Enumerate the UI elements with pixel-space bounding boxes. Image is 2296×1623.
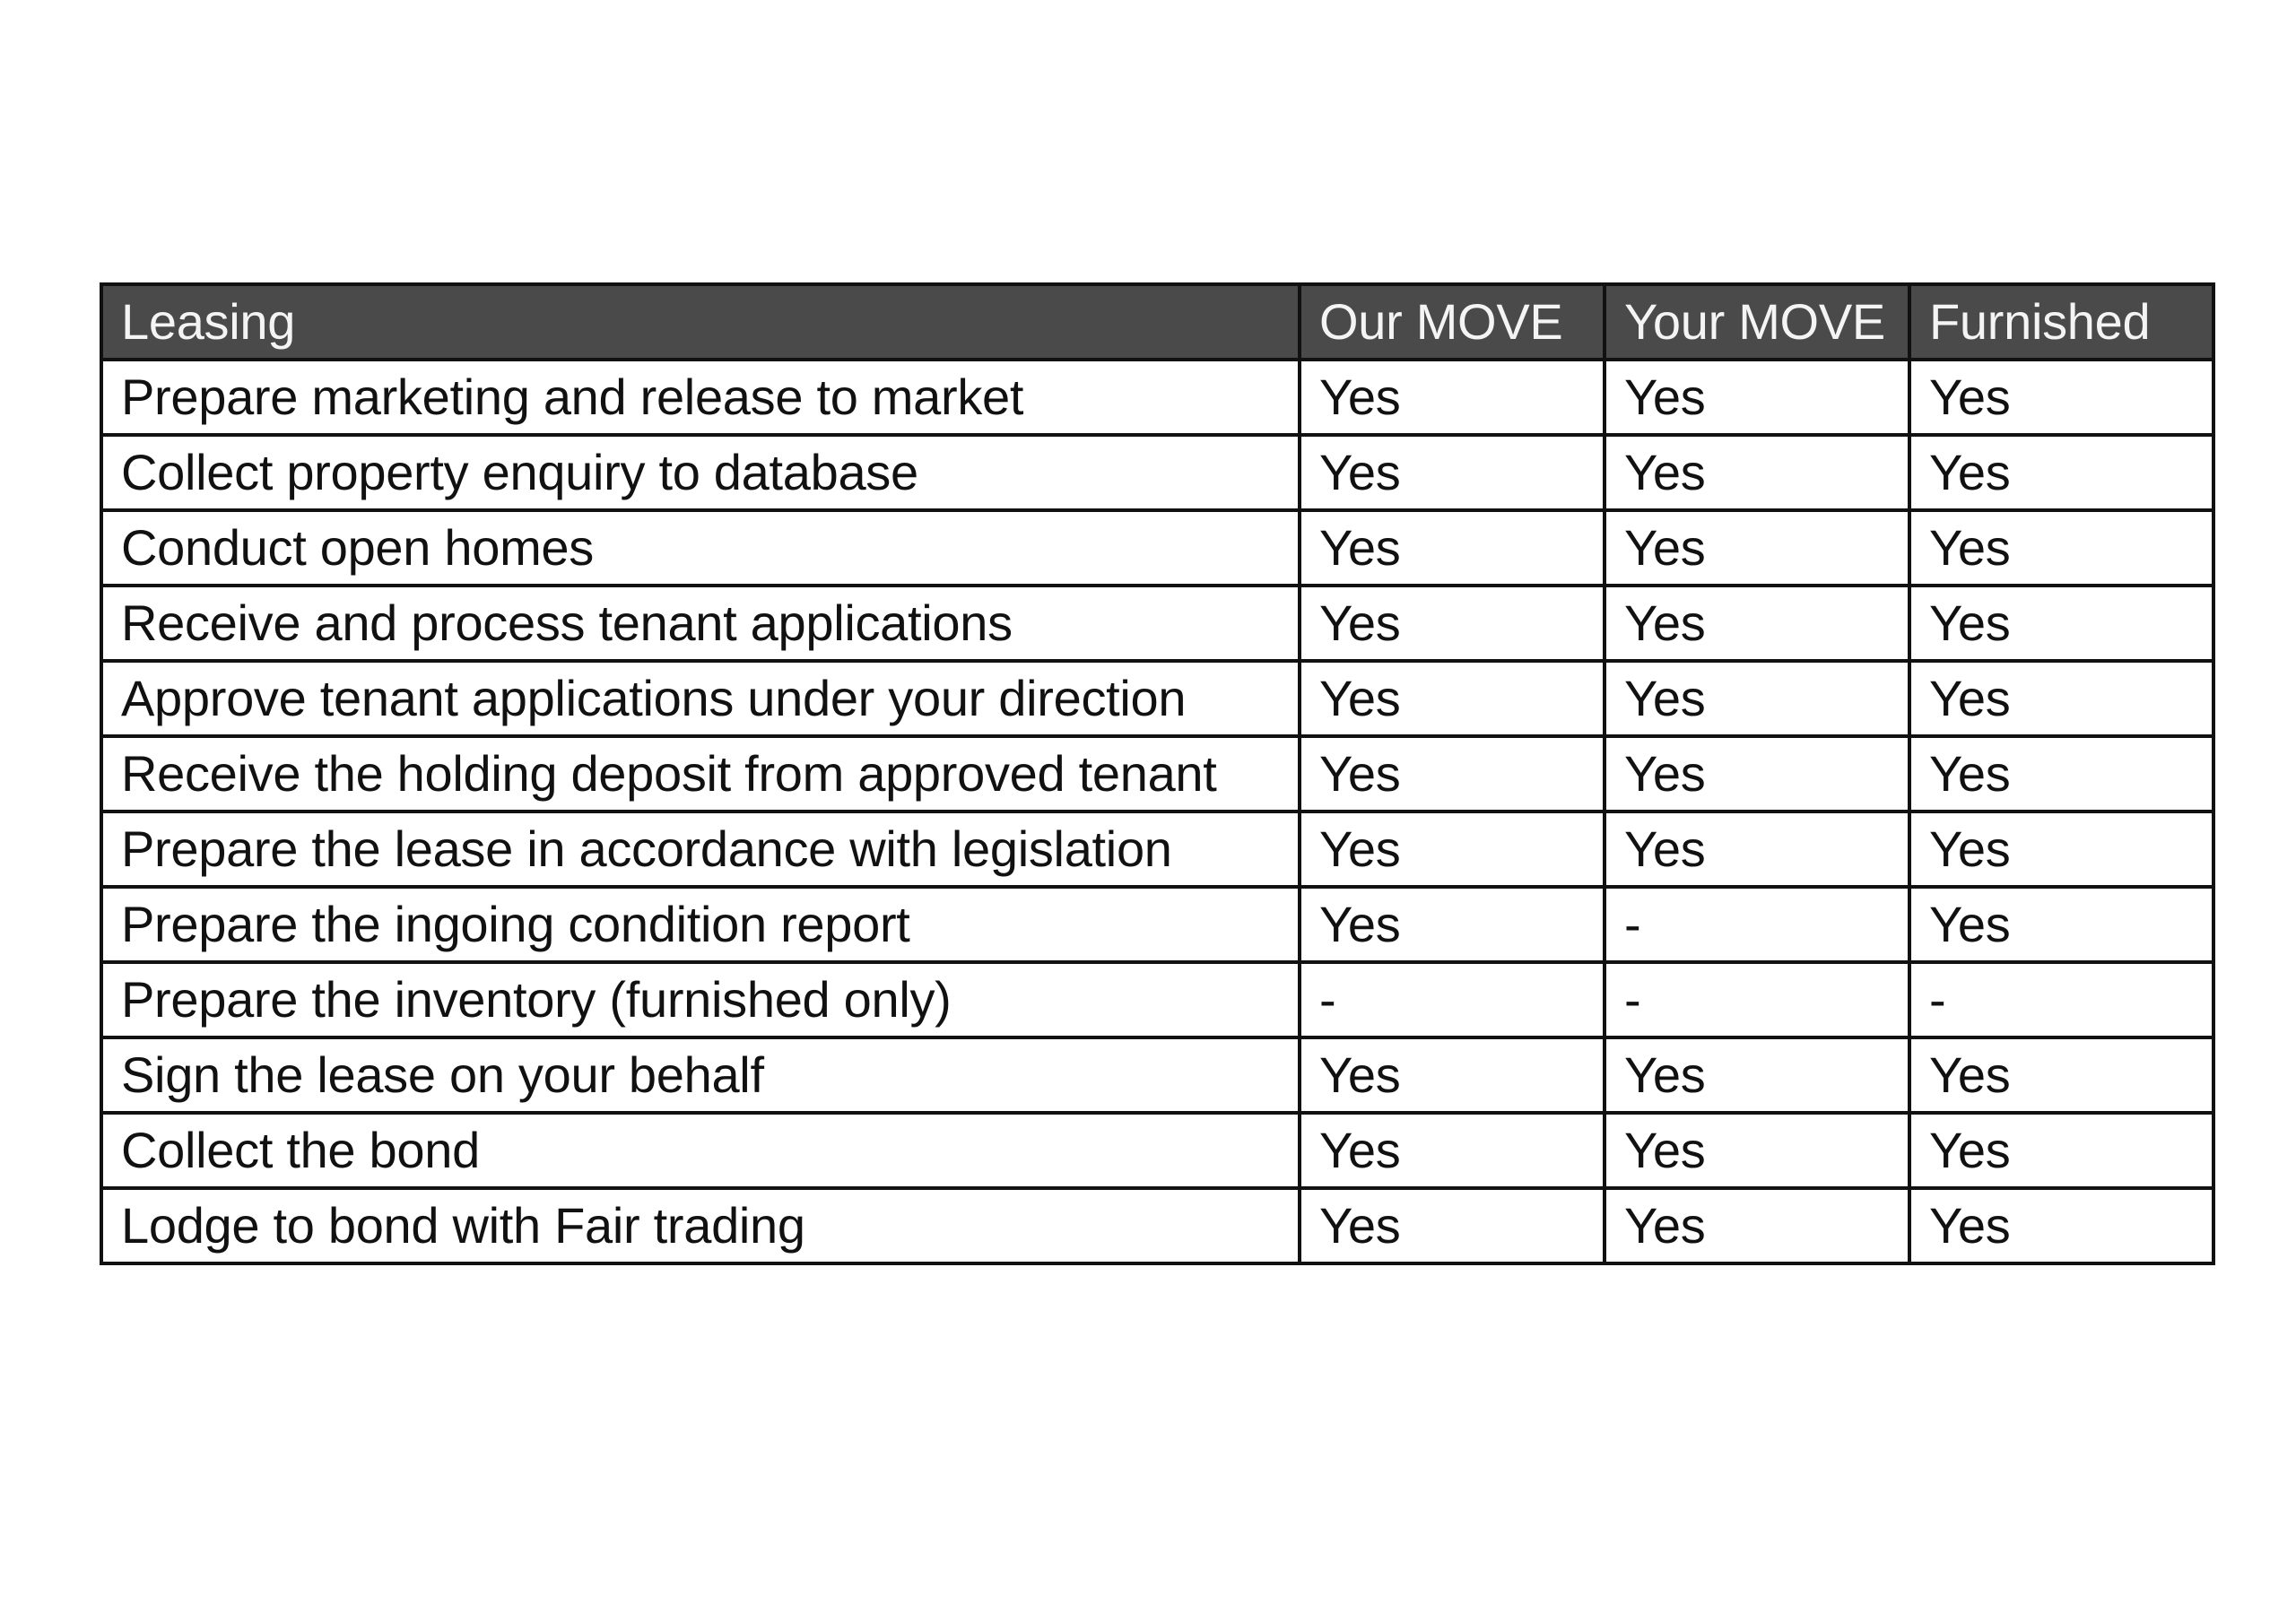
column-header-your-move: Your MOVE [1605,284,1909,360]
your-move-cell: Yes [1605,510,1909,586]
table-row [101,962,2213,1037]
our-move-cell: Yes [1300,1188,1605,1263]
furnished-cell: - [1909,962,2213,1037]
table-body [101,360,2213,1263]
column-header-furnished: Furnished [1909,284,2213,360]
your-move-cell: Yes [1605,586,1909,661]
your-move-cell: - [1605,887,1909,962]
your-move-cell: Yes [1605,360,1909,435]
service-cell: Prepare marketing and release to market [101,360,1300,435]
furnished-cell: Yes [1909,586,2213,661]
table-row [101,812,2213,887]
our-move-cell: Yes [1300,1037,1605,1113]
your-move-cell: Yes [1605,1188,1909,1263]
furnished-cell: Yes [1909,812,2213,887]
table-row [101,360,2213,435]
service-cell: Approve tenant applications under your direction [101,661,1300,736]
service-cell: Prepare the ingoing condition report [101,887,1300,962]
service-cell: Receive the holding deposit from approved tenant [101,736,1300,812]
furnished-cell: Yes [1909,1113,2213,1188]
table-row [101,1188,2213,1263]
our-move-cell: Yes [1300,736,1605,812]
table-row [101,736,2213,812]
table-row [101,435,2213,510]
our-move-cell: Yes [1300,812,1605,887]
your-move-cell: Yes [1605,435,1909,510]
your-move-cell: Yes [1605,661,1909,736]
service-cell: Receive and process tenant applications [101,586,1300,661]
our-move-cell: - [1300,962,1605,1037]
table-row [101,510,2213,586]
your-move-cell: - [1605,962,1909,1037]
our-move-cell: Yes [1300,510,1605,586]
service-cell: Prepare the lease in accordance with legislation [101,812,1300,887]
furnished-cell: Yes [1909,887,2213,962]
service-cell: Collect property enquiry to database [101,435,1300,510]
furnished-cell: Yes [1909,1037,2213,1113]
furnished-cell: Yes [1909,360,2213,435]
column-header-our-move: Our MOVE [1300,284,1605,360]
your-move-cell: Yes [1605,812,1909,887]
furnished-cell: Yes [1909,1188,2213,1263]
our-move-cell: Yes [1300,887,1605,962]
table-row [101,586,2213,661]
service-cell: Lodge to bond with Fair trading [101,1188,1300,1263]
furnished-cell: Yes [1909,510,2213,586]
furnished-cell: Yes [1909,435,2213,510]
furnished-cell: Yes [1909,661,2213,736]
column-header-leasing: Leasing [101,284,1300,360]
header-row [101,284,2213,360]
service-cell: Collect the bond [101,1113,1300,1188]
our-move-cell: Yes [1300,586,1605,661]
your-move-cell: Yes [1605,736,1909,812]
our-move-cell: Yes [1300,1113,1605,1188]
your-move-cell: Yes [1605,1037,1909,1113]
table-row [101,887,2213,962]
service-cell: Prepare the inventory (furnished only) [101,962,1300,1037]
furnished-cell: Yes [1909,736,2213,812]
our-move-cell: Yes [1300,435,1605,510]
service-cell: Sign the lease on your behalf [101,1037,1300,1113]
service-cell: Conduct open homes [101,510,1300,586]
table-row [101,1113,2213,1188]
your-move-cell: Yes [1605,1113,1909,1188]
our-move-cell: Yes [1300,661,1605,736]
table-row [101,661,2213,736]
our-move-cell: Yes [1300,360,1605,435]
table-header [101,284,2213,360]
table-row [101,1037,2213,1113]
leasing-services-table [100,282,2215,1265]
